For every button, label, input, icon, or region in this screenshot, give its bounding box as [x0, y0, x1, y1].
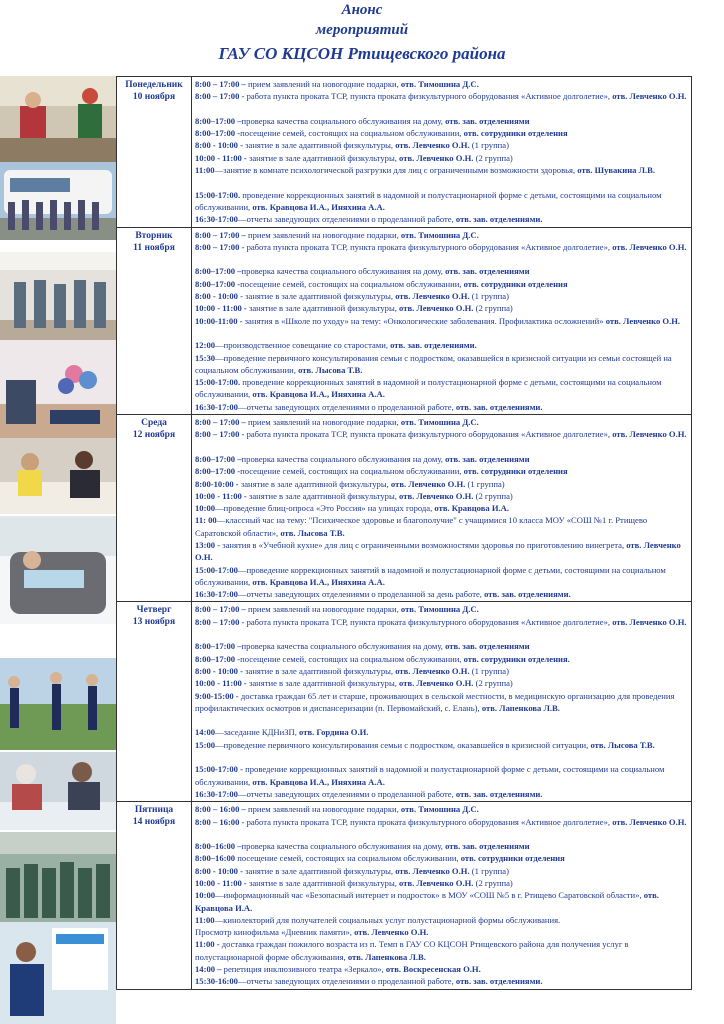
event-line: 14:00 – репетиция инклюзивного театра «Зеркало», отв. Воскресенская О.Н. — [195, 964, 481, 975]
day-date: 14 ноября — [132, 817, 176, 828]
event-line: 8:00 – 17:00 - работа пункта проката ТСР, пункта проката физкультурного оборудования «Активное долголетие», отв. Левченко О.Н. — [195, 429, 687, 440]
photo-column — [0, 76, 116, 1024]
event-line: 8:00 – 16:00 - работа пункта проката ТСР, пункта проката физкультурного оборудования «Активное долголетие», отв. Левченко О.Н. — [195, 816, 687, 827]
event-line: 10:00 - 11:00 - занятие в зале адаптивной физкультуры, отв. Левченко О.Н. (2 группа) — [195, 152, 513, 163]
event-line: 8:00 - 10:00 - занятие в зале адаптивной физкультуры, отв. Левченко О.Н. (1 группа) — [195, 865, 509, 876]
event-line: 8:00 – 17:00 – прием заявлений на новогодние подарки, отв. Тимошина Д.С. — [195, 604, 479, 615]
event-line: 8:00 - 10:00 - занятие в зале адаптивной физкультуры, отв. Левченко О.Н. (1 группа) — [195, 665, 509, 676]
lesson-photo — [0, 922, 116, 1024]
event-line: 15:30—проведение первичного консультирования семьи с подростком, оказавшейся в кризисной ситуации из семьи состоящей на социальном обслуживании, отв. Лысова Т.В. — [195, 352, 672, 375]
event-line: 8:00 – 17:00 - работа пункта проката ТСР, пункта проката физкультурного оборудования «Активное долголетие», отв. Левченко О.Н. — [195, 616, 687, 627]
events-cell — [192, 77, 692, 228]
day-row-wednesday — [117, 415, 692, 602]
event-line: 9:00-15:00 - доставка граждан 65 лет и старше, проживающих в сельской местности, в медицинскую организацию для проведения профилактических осмотров и диспансеризации (п. Первомайский, с. Елань), отв. Лапенкова Л.В. — [195, 690, 675, 713]
schedule-table — [116, 76, 692, 990]
event-line: 11:00—кинолекторий для получателей социальных услуг полустационарной формы обслуживания. — [195, 914, 561, 925]
day-name: Понедельник — [125, 80, 183, 90]
bus-group-photo — [0, 162, 116, 240]
event-line: 8:00–16:00 –проверка качества социального обслуживания на дому, отв. зав. отделениями — [195, 841, 530, 852]
event-line: 8:00 – 17:00 - работа пункта проката ТСР, пункта проката физкультурного оборудования «Активное долголетие», отв. Левченко О.Н. — [195, 241, 687, 252]
day-name: Среда — [141, 418, 167, 429]
event-line: 11:00—занятие в комнате психологической разгрузки для лиц с ограниченными возможности здоровья, отв. Шувакина Л.В. — [195, 165, 656, 176]
event-line: 10:00—проведение блиц-опроса «Это Россия» на улицах города, отв. Кравцова И.А. — [195, 503, 510, 514]
day-cell — [117, 77, 192, 228]
announcement-header — [0, 0, 724, 74]
event-line: 8:00 – 16:00 – прием заявлений на новогодние подарки, отв. Тимошина Д.С. — [195, 804, 479, 815]
day-cell — [117, 602, 192, 802]
event-line: 10:00—информационный час «Безопасный интернет и подросток» в МОУ «СОШ №5 в г. Ртищево Саратовской области», отв. Кравцова И.А. — [195, 890, 659, 913]
event-line: 8:00–17:00 -посещение семей, состоящих на социальном обслуживании, отв. сотрудники отделения — [195, 466, 568, 477]
day-name: Пятница — [134, 805, 174, 816]
kitchen-photo — [0, 76, 116, 162]
theatre-group-photo — [0, 832, 116, 922]
day-cell — [117, 415, 192, 602]
event-line: 8:00–17:00 -посещение семей, состоящих на социальном обслуживании, отв. сотрудники отделения — [195, 278, 568, 289]
event-line: 8:00-10:00 - занятие в зале адаптивной физкультуры, отв. Левченко О.Н. (1 группа) — [195, 478, 505, 489]
day-name: Вторник — [135, 230, 173, 241]
events-cell — [192, 802, 692, 989]
event-line: 16:30-17:00—отчеты заведующих отделениями о проделанной работе, отв. зав. отделениями. — [195, 214, 543, 225]
event-line: 8:00 – 17:00 - работа пункта проката ТСР, пункта проката физкультурного оборудования «Активное долголетие», отв. Левченко О.Н. — [195, 91, 687, 102]
event-line: 10:00 - 11:00 - занятие в зале адаптивной физкультуры, отв. Левченко О.Н. (2 группа) — [195, 878, 513, 888]
event-line: 8:00–16:00 посещение семей, состоящих на социальном обслуживании, отв. сотрудники отделения — [195, 853, 565, 864]
table-activity-photo — [0, 752, 116, 830]
event-line: 8:00–17:00 –проверка качества социального обслуживания на дому, отв. зав. отделениями — [195, 266, 530, 277]
event-line: 16:30-17:00—отчеты заведующих отделениями о проделанной за день работе, отв. зав. отделениями. — [195, 589, 571, 600]
massage-chair-photo — [0, 516, 116, 624]
events-cell — [192, 227, 692, 414]
event-line: 10:00 - 11:00 - занятие в зале адаптивной физкультуры, отв. Левченко О.Н. (2 группа) — [195, 303, 513, 314]
event-line: 8:00–17:00 -посещение семей, состоящих на социальном обслуживании, отв. сотрудники отделения — [195, 128, 568, 139]
event-line: 14:00—заседание КДНиЗП, отв. Гордина О.И. — [195, 727, 369, 738]
event-line: 15:00-17:00—проведение коррекционных занятий в надомной и полустационарной форме с детьми, состоящими на социальном обслуживании, отв. Кравцова И.А., Иняхина А.А. — [195, 564, 666, 587]
event-line: 10:00 - 11:00 - занятие в зале адаптивной физкультуры, отв. Левченко О.Н. (2 группа) — [195, 490, 513, 501]
day-row-thursday — [117, 602, 692, 802]
event-line: 8:00–17:00 –проверка качества социального обслуживания на дому, отв. зав. отделениями — [195, 115, 530, 126]
event-line: 8:00 - 10:00 - занятие в зале адаптивной физкультуры, отв. Левченко О.Н. (1 группа) — [195, 140, 509, 151]
event-line: 8:00 – 17:00 – прием заявлений на новогодние подарки, отв. Тимошина Д.С. — [195, 417, 479, 428]
day-row-friday — [117, 802, 692, 989]
event-line: 16:30-17:00—отчеты заведующих отделениями о проделанной работе, отв. зав. отделениями. — [195, 788, 543, 799]
event-line: 15:00-17:00 - проведение коррекционных занятий в надомной и полустационарной форме с детьми, состоящими на социальном обслуживании, отв. Кравцова И.А., Иняхина А.А. — [195, 764, 665, 787]
day-row-tuesday — [117, 227, 692, 414]
event-line: 16:30-17:00—отчеты заведующих отделениями о проделанной работе, отв. зав. отделениями. — [195, 401, 543, 412]
events-cell — [192, 415, 692, 602]
craft-photo — [0, 438, 116, 514]
event-line: 8:00 – 17:00 – прием заявлений на новогодние подарки, отв. Тимошина Д.С. — [195, 229, 479, 240]
day-date: 13 ноября — [132, 617, 176, 628]
event-line: 15:00-17:00. проведение коррекционных занятий в надомной и полустационарной форме с детьми, состоящими на социальном обслуживании, отв. Кравцова И.А., Иняхина А.А. — [195, 189, 662, 212]
day-name: Четверг — [136, 605, 172, 616]
day-cell — [117, 227, 192, 414]
event-line: 15:30-16:00—отчеты заведующих отделениями о проделанной работе, отв. зав. отделениями. — [195, 976, 543, 987]
header-organization: ГАУ СО КЦСОН Ртищевского района — [218, 44, 506, 63]
event-line: 8:00–17:00 –проверка качества социального обслуживания на дому, отв. зав. отделениями — [195, 453, 530, 464]
day-row-monday — [117, 77, 692, 228]
header-title: Анонс — [341, 2, 383, 18]
event-line: 8:00 - 10:00 - занятие в зале адаптивной физкультуры, отв. Левченко О.Н. (1 группа) — [195, 291, 509, 302]
day-date: 10 ноября — [132, 92, 176, 102]
events-cell — [192, 602, 692, 802]
header-subtitle: мероприятий — [315, 22, 409, 38]
day-date: 11 ноября — [133, 242, 175, 253]
event-line: 13:00 - занятия в «Учебной кухне» для лиц с ограниченными возможностями здоровья по приготовлению винегрета, отв. Левченко О.Н. — [195, 539, 681, 563]
event-line: 8:00–17:00 -посещение семей, состоящих на социальном обслуживании, отв. сотрудники отделения. — [195, 653, 570, 664]
event-line: 15:00—проведение первичного консультирования семьи с подростком, оказавшейся в кризисной ситуации, отв. Лысова Т.В. — [195, 739, 655, 750]
event-line: 11: 00—классный час на тему: "Психическое здоровье и благополучие" с учащимися 10 класса МОУ «СОШ №1 г. Ртищево Саратовской области», отв. Лысова Т.В. — [195, 515, 648, 538]
event-line: 10:00 - 11:00 - занятие в зале адаптивной физкультуры, отв. Левченко О.Н. (2 группа) — [195, 678, 513, 689]
day-cell — [117, 802, 192, 989]
event-line: 11:00 - доставка граждан пожилого возраста из п. Темп в ГАУ СО КЦСОН Ртищевского района для получения услуг в полустационарной форме обслуживания, отв. Лапенкова Л.В. — [195, 939, 629, 962]
event-line: 8:00–17:00 –проверка качества социального обслуживания на дому, отв. зав. отделениями — [195, 641, 530, 652]
day-date: 12 ноября — [132, 430, 176, 441]
gym-exercise-photo — [0, 340, 116, 438]
event-line: 15:00-17:00. проведение коррекционных занятий в надомной и полустационарной форме с детьми, состоящими на социальном обслуживании, отв. Кравцова И.А., Иняхина А.А. — [195, 377, 662, 400]
event-line: 12:00—производственное совещание со старостами, отв. зав. отделениями. — [195, 340, 477, 351]
event-line: 10:00-11:00 - занятия в «Школе по уходу» на тему: «Онкологические заболевания. Профилактика осложнений» отв. Левченко О.Н. — [195, 315, 681, 326]
event-line: Просмотр кинофильма «Дневник памяти», отв. Левченко О.Н. — [195, 927, 429, 938]
hall-group-photo — [0, 252, 116, 340]
event-line: 8:00 – 17:00 – прием заявлений на новогодние подарки, отв. Тимошина Д.С. — [195, 79, 479, 89]
walking-photo — [0, 658, 116, 750]
